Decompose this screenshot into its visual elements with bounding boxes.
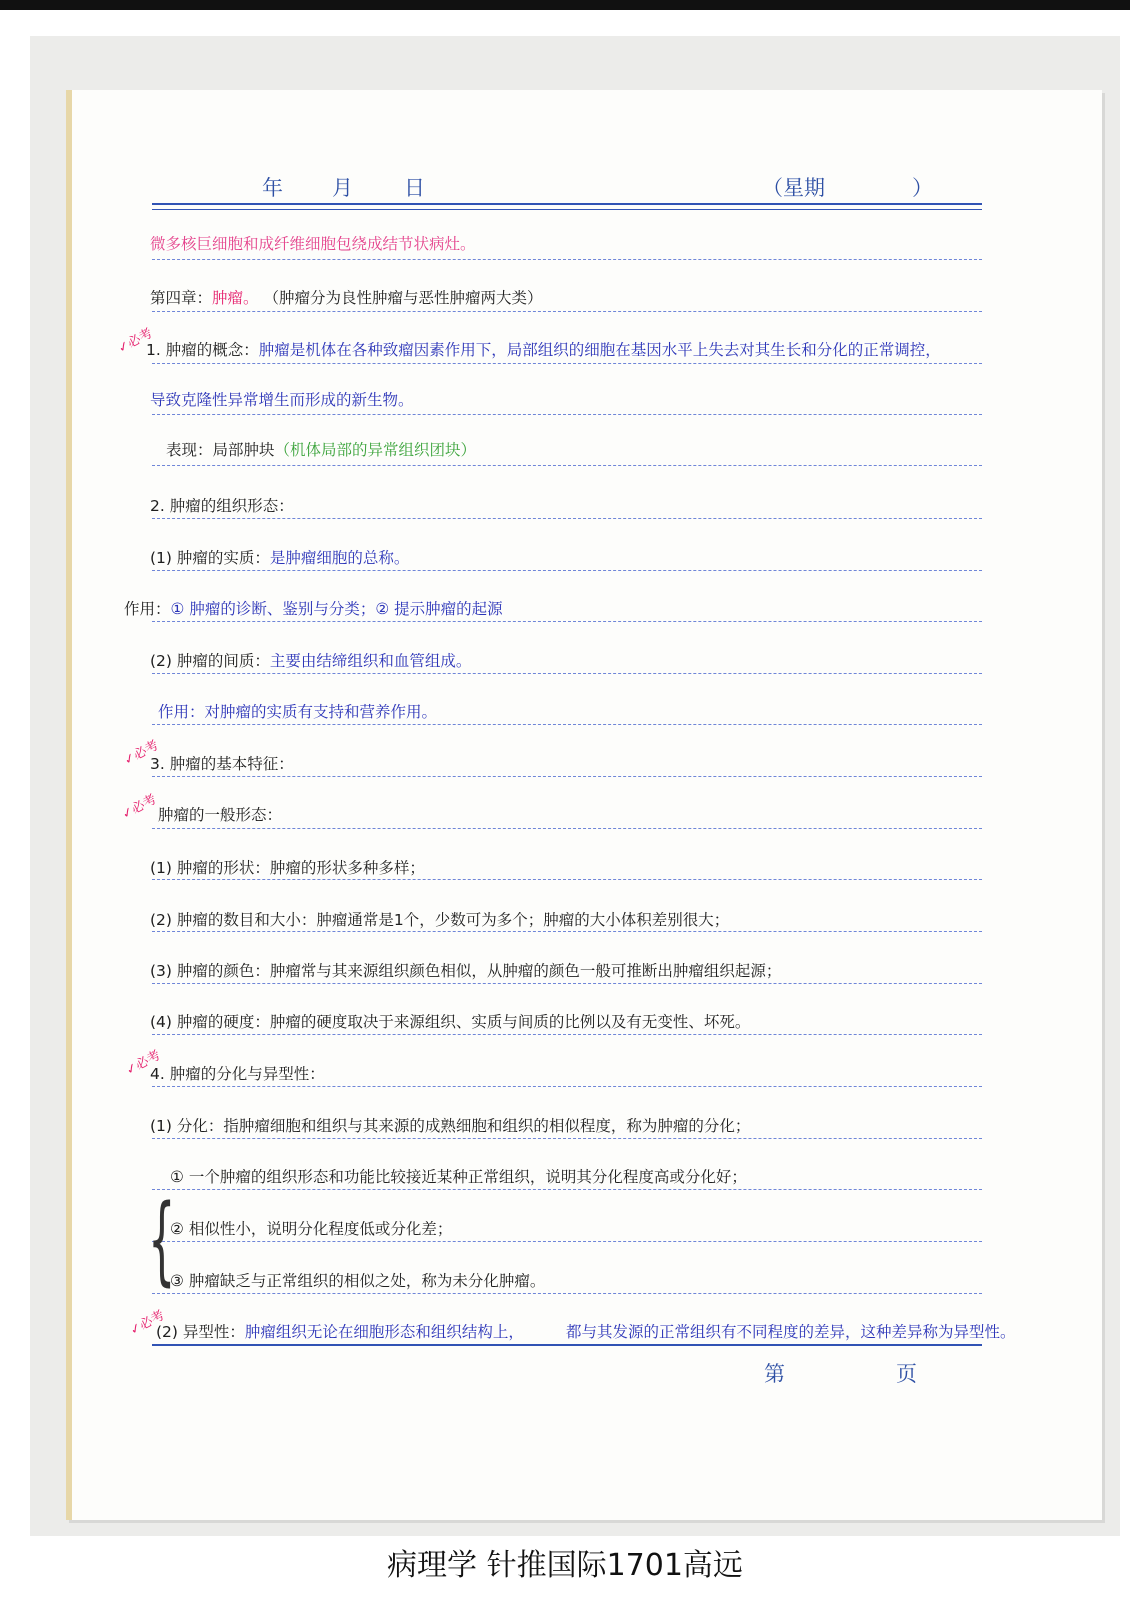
must-test-mark: ✓必考 <box>115 325 156 357</box>
header-rule-2 <box>152 209 982 210</box>
section-4-1: (1) 分化：指肿瘤细胞和组织与其来源的成熟细胞和组织的相似程度，称为肿瘤的分化； <box>150 1117 751 1135</box>
ruled-line <box>152 570 982 571</box>
ruled-line <box>152 1086 982 1087</box>
role-text: ① 肿瘤的诊断、鉴别与分类；② 提示肿瘤的起源 <box>170 600 503 618</box>
section-4-2-text-2: 都与其发源的正常组织有不同程度的差异，这种差异称为异型性。 <box>566 1323 1016 1341</box>
section-4-1-a: ① 一个肿瘤的组织形态和功能比较接近某种正常组织，说明其分化程度高或分化好； <box>170 1168 747 1186</box>
section-3-a-2: (2) 肿瘤的数目和大小：肿瘤通常是1个，少数可为多个；肿瘤的大小体积差别很大； <box>150 911 730 929</box>
ruled-line <box>152 518 982 519</box>
section-4-2-label: (2) 异型性： <box>156 1323 245 1341</box>
ruled-line <box>152 983 982 984</box>
role-label: 作用： <box>124 600 171 618</box>
section-4-2 <box>156 1322 524 1342</box>
header-weekday-close: ） <box>912 176 933 200</box>
section-3-a-4: (4) 肿瘤的硬度：肿瘤的硬度取决于来源组织、实质与间质的比例以及有无变性、坏死。 <box>150 1013 751 1031</box>
section-2-2 <box>150 651 471 671</box>
section-4: 4. 肿瘤的分化与异型性： <box>150 1065 325 1083</box>
footer-page-prefix: 第 <box>764 1362 785 1386</box>
ruled-line <box>152 1034 982 1035</box>
scan-top-border <box>0 0 1130 10</box>
section-4-2-text: 肿瘤组织无论在细胞形态和组织结构上， <box>244 1323 524 1341</box>
curly-brace: { <box>148 1184 176 1296</box>
manifest-label: 表现：局部肿块 <box>166 441 275 459</box>
chapter-name: 肿瘤。 <box>212 289 259 307</box>
section-2-1-label: (1) 肿瘤的实质： <box>150 549 270 567</box>
section-3-a-3: (3) 肿瘤的颜色：肿瘤常与其来源组织颜色相似，从肿瘤的颜色一般可推断出肿瘤组织起源； <box>150 962 782 980</box>
section-1-text-2: 导致克隆性异常增生而形成的新生物。 <box>150 391 414 409</box>
ruled-line <box>152 363 982 364</box>
section-2-1 <box>150 548 409 568</box>
image-caption: 病理学 针推国际1701高远 <box>387 1548 743 1583</box>
section-2-2-label: (2) 肿瘤的间质： <box>150 652 270 670</box>
ruled-line <box>152 931 982 932</box>
must-test-mark: ✓必考 <box>127 1307 168 1339</box>
section-3: 3. 肿瘤的基本特征： <box>150 755 294 773</box>
chapter-title: 第四章： <box>150 289 213 307</box>
header-day: 日 <box>404 176 425 200</box>
header-weekday: （星期 <box>762 176 825 200</box>
must-test-mark: ✓必考 <box>119 791 160 823</box>
section-2: 2. 肿瘤的组织形态： <box>150 497 294 515</box>
section-2-1-role <box>124 599 503 619</box>
ruled-line <box>152 724 982 725</box>
ruled-line <box>152 311 982 312</box>
section-2-2-text: 主要由结缔组织和血管组成。 <box>269 652 472 670</box>
note-line-0: 微多核巨细胞和成纤维细胞包绕成结节状病灶。 <box>150 235 476 253</box>
header-rule <box>152 203 982 205</box>
section-1-label: 1. 肿瘤的概念： <box>146 341 259 359</box>
header-year: 年 <box>262 176 283 200</box>
header-month: 月 <box>332 176 353 200</box>
footer-rule <box>152 1344 982 1346</box>
ruled-line <box>152 259 982 260</box>
ruled-line <box>152 1241 982 1242</box>
section-1-text: 肿瘤是机体在各种致瘤因素作用下，局部组织的细胞在基因水平上失去对其生长和分化的正常调控， <box>258 341 941 359</box>
ruled-line <box>152 414 982 415</box>
section-2-2-role: 作用：对肿瘤的实质有支持和营养作用。 <box>158 703 438 721</box>
must-test-mark: ✓必考 <box>121 737 162 769</box>
chapter-heading <box>150 288 542 308</box>
manifest-note: （机体局部的异常组织团块） <box>274 441 477 459</box>
ruled-line <box>152 828 982 829</box>
ruled-line <box>152 1293 982 1294</box>
ruled-line <box>152 673 982 674</box>
section-1 <box>146 340 941 360</box>
ruled-line <box>152 1189 982 1190</box>
section-4-1-b: ② 相似性小，说明分化程度低或分化差； <box>170 1220 453 1238</box>
section-2-1-text: 是肿瘤细胞的总称。 <box>269 549 410 567</box>
ruled-line <box>152 1138 982 1139</box>
section-4-1-c: ③ 肿瘤缺乏与正常组织的相似之处，称为未分化肿瘤。 <box>170 1272 546 1290</box>
ruled-line <box>152 879 982 880</box>
section-3-a: 肿瘤的一般形态： <box>158 806 283 824</box>
must-test-mark: ✓必考 <box>123 1047 164 1079</box>
chapter-note: （肿瘤分为良性肿瘤与恶性肿瘤两大类） <box>263 289 543 307</box>
section-3-a-1: (1) 肿瘤的形状：肿瘤的形状多种多样； <box>150 859 425 877</box>
section-1-manifest <box>166 440 476 460</box>
ruled-line <box>152 776 982 777</box>
ruled-line <box>152 465 982 466</box>
ruled-line <box>152 621 982 622</box>
footer-page-suffix: 页 <box>896 1362 917 1386</box>
